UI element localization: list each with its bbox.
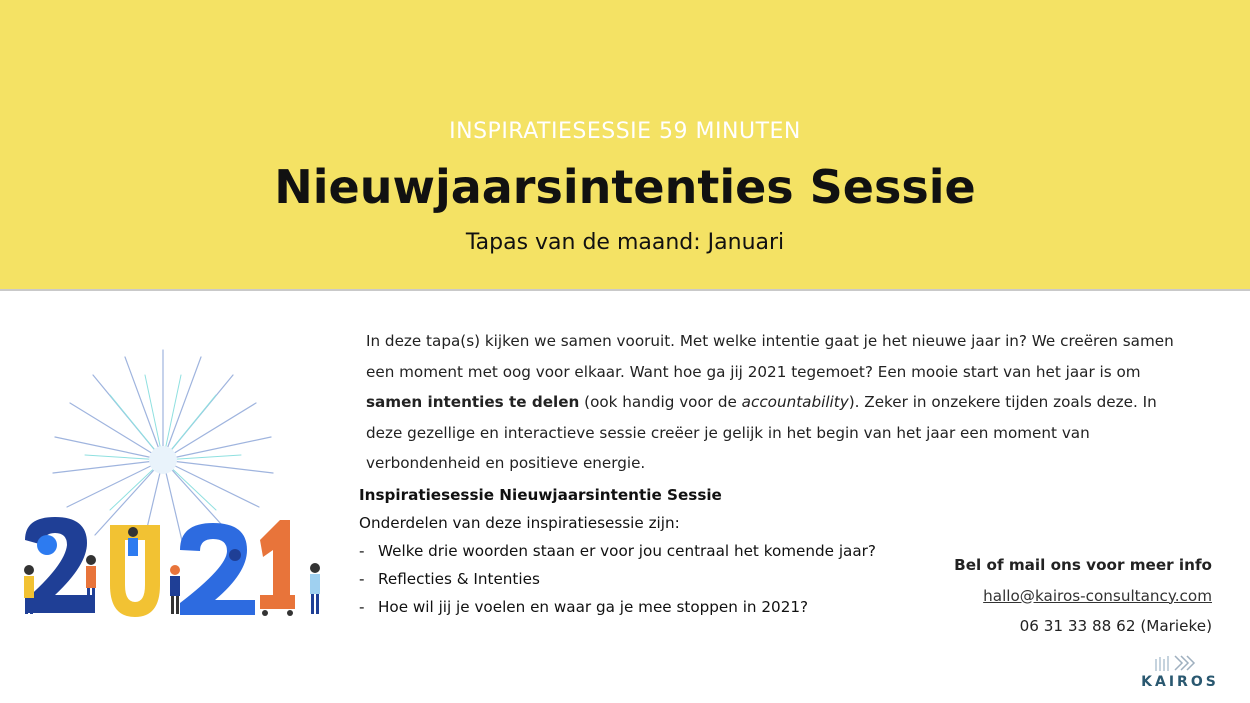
list-item: - Hoe wil jij je voelen en waar ga je mee stoppen in 2021? bbox=[359, 593, 919, 621]
fireworks-icon bbox=[53, 350, 273, 545]
contact-block bbox=[954, 550, 1212, 642]
session-lead: Onderdelen van deze inspiratiesessie zijn: bbox=[359, 514, 680, 532]
phone-number: 06 31 33 88 62 (Marieke) bbox=[1019, 617, 1212, 635]
intro-italic-word: accountability bbox=[741, 393, 849, 411]
session-kicker: INSPIRATIESESSIE 59 MINUTEN bbox=[449, 119, 801, 144]
list-item: - Welke drie woorden staan er voor jou centraal het komende jaar? bbox=[359, 537, 919, 565]
intro-text-3: ). Zeker in onzekere tijden zoals deze. In deze gezellige en interactieve sessie creëer je gelijk in het begin van het jaar een moment van verbondenheid en positieve energie. bbox=[366, 393, 1157, 472]
intro-text-1: In deze tapa(s) kijken we samen vooruit. Met welke intentie gaat je het nieuwe jaar in? We creëren samen een moment met oog voor elkaar. Want hoe ga jij 2021 tegemoet? Een mooie start van het jaar is om bbox=[366, 332, 1174, 381]
header-banner bbox=[0, 0, 1250, 291]
session-section bbox=[359, 481, 919, 621]
intro-paragraph bbox=[366, 326, 1196, 479]
session-title: Inspiratiesessie Nieuwjaarsintentie Sessie bbox=[359, 486, 722, 504]
page-subtitle: Tapas van de maand: Januari bbox=[465, 230, 785, 255]
intro-bold-phrase: samen intenties te delen bbox=[366, 393, 580, 411]
logo-mark-icon bbox=[1141, 653, 1219, 673]
fireworks-2021-illustration bbox=[15, 345, 335, 620]
digits-2021 bbox=[25, 517, 290, 617]
page-title: Nieuwjaarsintenties Sessie bbox=[274, 160, 976, 214]
kairos-logo bbox=[1141, 653, 1219, 693]
intro-text-2: (ook handig voor de bbox=[579, 393, 742, 411]
list-item: - Reflecties & Intenties bbox=[359, 565, 919, 593]
contact-title: Bel of mail ons voor meer info bbox=[954, 556, 1212, 574]
email-link[interactable]: hallo@kairos-consultancy.com bbox=[983, 586, 1212, 605]
logo-wordmark: KAIROS bbox=[1141, 674, 1219, 690]
session-list bbox=[359, 537, 919, 621]
